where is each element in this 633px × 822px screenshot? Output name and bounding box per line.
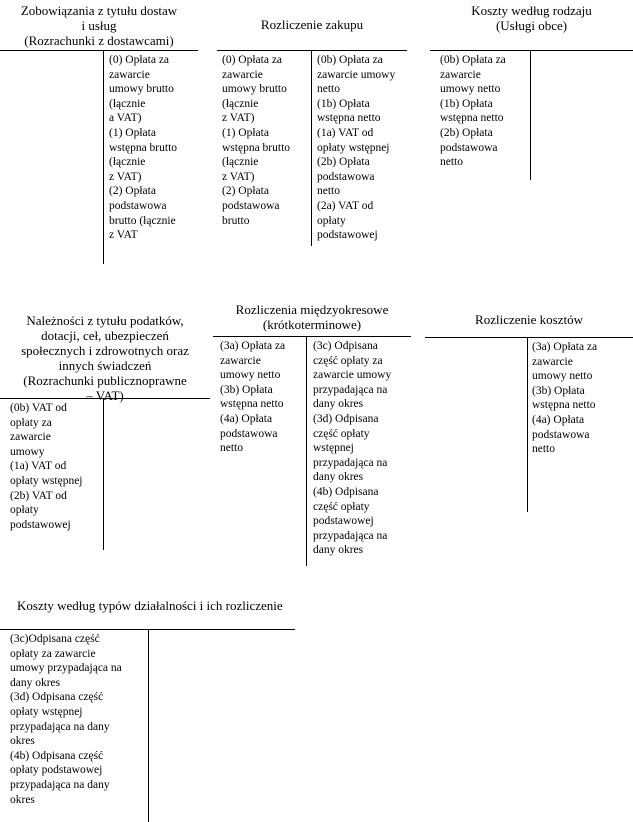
account-top-rule	[430, 50, 633, 51]
credit-side: (3a) Opłata za zawarcie umowy netto (3b) Opłata wstępna netto (4a) Opłata podstawowa netto	[532, 341, 598, 456]
account-center-rule	[103, 50, 104, 264]
account-title: Rozliczenie zakupu	[260, 17, 364, 32]
account-title: Rozliczenia międzyokresowe (krótkoterminowe)	[235, 302, 389, 332]
account-center-rule	[148, 629, 149, 822]
t-account-koszty-wedlug-typow	[0, 590, 295, 822]
t-account-rozrachunki-z-dostawcami	[0, 0, 198, 268]
debit-side: (0b) VAT od opłaty za zawarcie umowy (1a) VAT od opłaty wstępnej (2b) VAT od opłaty podstawowej	[10, 402, 83, 531]
account-center-rule	[103, 398, 104, 550]
credit-side: (0) Opłata za zawarcie umowy brutto (łącznie a VAT) (1) Opłata wstępna brutto (łącznie z VAT) (2) Opłata podstawowa brutto (łącznie z VAT	[109, 54, 178, 242]
account-title: Należności z tytułu podatków, dotacji, ceł, ubezpieczeń społecznych i zdrowotnych oraz innych świadczeń (Rozrachunki publicznoprawne – VAT)	[21, 313, 189, 403]
t-account-rozrachunki-publicznoprawne	[0, 295, 210, 555]
t-account-koszty-wedlug-rodzaju	[430, 0, 633, 268]
debit-side: (3c)Odpisana część opłaty za zawarcie umowy przypadająca na dany okres (3d) Odpisana część opłaty wstępnej przypadająca na dany okres (4b) Odpisana część opłaty podstawowej przypadająca na dany okres	[10, 633, 122, 806]
account-title: Zobowiązania z tytułu dostaw i usług (Rozrachunki z dostawcami)	[20, 3, 178, 48]
account-center-rule	[527, 337, 528, 512]
debit-side: (3a) Opłata za zawarcie umowy netto (3b) Opłata wstępna netto (4a) Opłata podstawowa netto	[220, 340, 286, 455]
account-center-rule	[311, 50, 312, 246]
account-top-rule	[0, 398, 210, 399]
account-top-rule	[0, 50, 198, 51]
account-title: Koszty według rodzaju (Usługi obce)	[471, 3, 592, 33]
t-account-rozliczenie-zakupu	[217, 0, 407, 268]
account-title: Koszty według typów działalności i ich rozliczenie	[17, 598, 283, 613]
account-top-rule	[217, 50, 407, 51]
t-account-rozliczenie-kosztow	[425, 295, 633, 525]
debit-side: (0b) Opłata za zawarcie umowy netto (1b) Opłata wstępna netto (2b) Opłata podstawowa netto	[440, 54, 506, 169]
credit-side: (0b) Opłata za zawarcie umowy netto (1b) Opłata wstępna netto (1a) VAT od opłaty wstępnej (2b) Opłata podstawowa netto (2a) VAT od opłaty podstawowej	[317, 54, 396, 242]
account-top-rule	[425, 337, 633, 338]
t-account-rozliczenia-miedzyokresowe	[213, 295, 411, 570]
credit-side: (3c) Odpisana część opłaty za zawarcie umowy przypadająca na dany okres (3d) Odpisana część opłaty wstępnej przypadająca na dany okres (4b) Odpisana część opłaty podstawowej przypadająca na dany okres	[313, 340, 392, 557]
account-center-rule	[530, 50, 531, 180]
debit-side: (0) Opłata za zawarcie umowy brutto (łącznie z VAT) (1) Opłata wstępna brutto (łącznie z VAT) (2) Opłata podstawowa brutto	[222, 54, 291, 227]
account-top-rule	[213, 336, 411, 337]
account-title: Rozliczenie kosztów	[475, 312, 583, 327]
account-center-rule	[306, 336, 307, 566]
